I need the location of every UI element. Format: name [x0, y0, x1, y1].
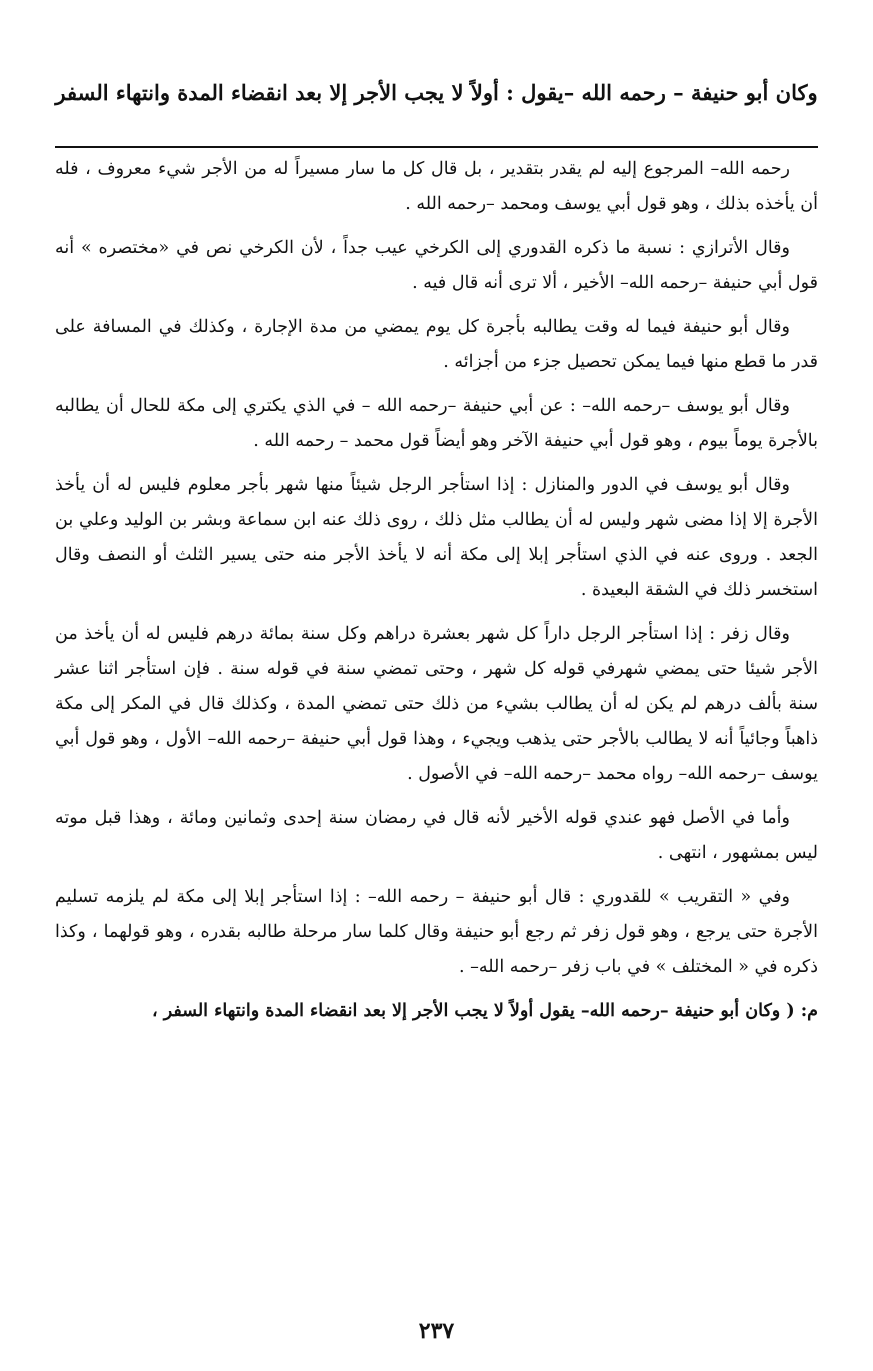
paragraph: وأما في الأصل فهو عندي قوله الأخير لأنه قال في رمضان سنة إحدى وثمانين ومائة ، وهذا قبل موته ليس بمشهور ، انتهى .: [55, 808, 818, 863]
paragraph: رحمه الله– المرجوع إليه لم يقدر بتقدير ، بل قال كل ما سار مسيراً له من الأجر شيء معروف ، فله أن يأخذه بذلك ، وهو قول أبي يوسف ومحمد –رحمه الله .: [55, 159, 818, 214]
paragraph: وفي « التقريب » للقدوري : قال أبو حنيفة – رحمه الله– : إذا استأجر إبلا إلى مكة لم يلزمه تسليم الأجرة حتى يرجع ، وهو قول زفر ثم رجع أبو حنيفة وقال كلما سار مرحلة طالبه بقدره ، وهو قولهما ، وكذا ذكره في « المختلف » في باب زفر –رحمه الله– .: [55, 887, 818, 977]
page-number: ٢٣٧: [418, 1318, 455, 1344]
commentary-body: [55, 152, 818, 1038]
paragraph: وقال أبو يوسف في الدور والمنازل : إذا استأجر الرجل شيئاً منها شهر بأجر معلوم فليس له أن يأخذ الأجرة إلا إذا مضى شهر وليس له أن يطالب مثل ذلك ، روى ذلك عنه ابن سماعة وبشر بن الوليد وعلي بن الجعد . وروى عنه في الذي استأجر إبلا إلى مكة أنه لا يأخذ الأجر منه حتى يسير الثلث أو النصف وقال استخسر ذلك في الشقة البعيدة .: [55, 475, 818, 600]
matn-line: م: ( وكان أبو حنيفة –رحمه الله– يقول أولاً لا يجب الأجر إلا بعد انقضاء المدة وانتهاء السفر ،: [151, 1001, 818, 1021]
paragraph: وقال أبو يوسف –رحمه الله– : عن أبي حنيفة –رحمه الله – في الذي يكتري إلى مكة للحال أن يطالبه بالأجرة يوماً بيوم ، وهو قول أبي حنيفة الآخر وهو أيضاً قول محمد – رحمه الله .: [55, 396, 818, 451]
paragraph: وقال الأترازي : نسبة ما ذكره القدوري إلى الكرخي عيب جداً ، لأن الكرخي نص في «مختصره » أنه قول أبي حنيفة –رحمه الله– الأخير ، ألا ترى أنه قال فيه .: [55, 238, 818, 293]
running-header: وكان أبو حنيفة – رحمه الله –يقول : أولاً لا يجب الأجر إلا بعد انقضاء المدة وانتهاء السفر: [55, 80, 818, 105]
paragraph: وقال زفر : إذا استأجر الرجل داراً كل شهر بعشرة دراهم وكل سنة بمائة درهم فليس له أن يأخذ من الأجر شيئا حتى يمضي شهرفي قوله كل شهر ، وحتى تمضي سنة في قوله سنة . فإن استأجر اثنا عشر سنة بألف درهم لم يكن له أن يطالب بشيء من ذلك حتى تمضي المدة ، وكذلك قال في المكر إلى مكة ذاهباً وجائياً أنه لا يطالب بالأجر حتى يذهب ويجيء ، وهذا قول أبي حنيفة –رحمه الله– الأول ، وهو قول أبي يوسف –رحمه الله– رواه محمد –رحمه الله– في الأصول .: [55, 624, 818, 784]
paragraph: وقال أبو حنيفة فيما له وقت يطالبه بأجرة كل يوم يمضي من مدة الإجارة ، وكذلك في المسافة على قدر ما قطع منها فيما يمكن تحصيل جزء من أجزائه .: [55, 317, 818, 372]
header-rule: [55, 146, 818, 148]
